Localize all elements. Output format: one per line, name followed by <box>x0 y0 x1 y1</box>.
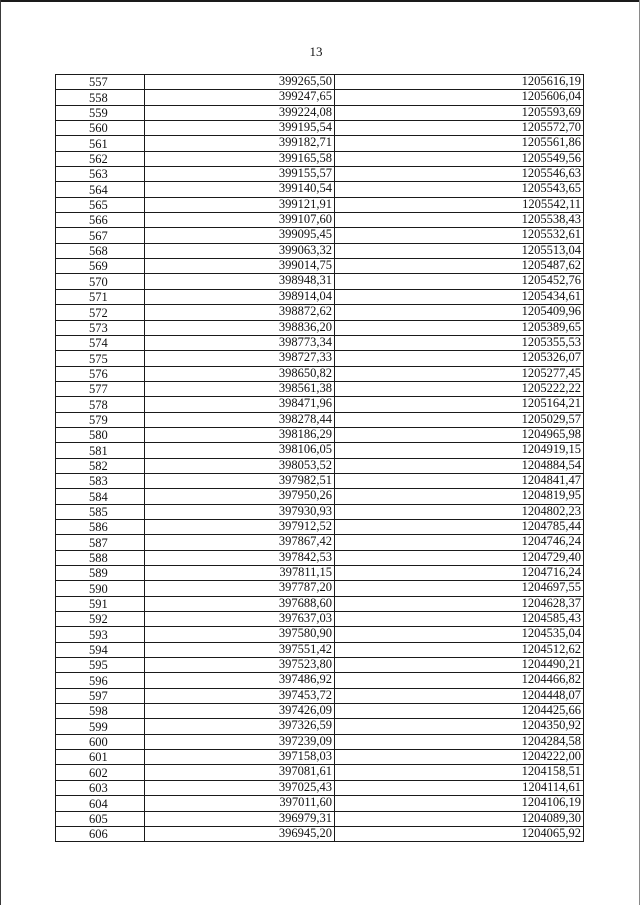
table-row <box>56 811 584 826</box>
table-row <box>56 688 584 703</box>
x-coordinate-cell: 397787,20 <box>145 581 335 596</box>
x-coordinate-cell: 399165,58 <box>145 151 335 166</box>
y-coordinate-cell: 1205452,76 <box>335 274 584 289</box>
y-coordinate-cell: 1204746,24 <box>335 535 584 550</box>
scan-edge-left <box>0 0 1 905</box>
table-row <box>56 750 584 765</box>
point-number-cell: 574 <box>56 335 145 350</box>
table-row <box>56 151 584 166</box>
table-row <box>56 458 584 473</box>
table-row <box>56 596 584 611</box>
point-number-cell: 582 <box>56 458 145 473</box>
y-coordinate-cell: 1205538,43 <box>335 213 584 228</box>
point-number-cell: 599 <box>56 719 145 734</box>
table-row <box>56 443 584 458</box>
table-row <box>56 673 584 688</box>
table-row <box>56 289 584 304</box>
table-row <box>56 75 584 90</box>
x-coordinate-cell: 397326,59 <box>145 719 335 734</box>
point-number-cell: 597 <box>56 688 145 703</box>
x-coordinate-cell: 397158,03 <box>145 750 335 765</box>
scan-edge-top <box>0 0 640 2</box>
x-coordinate-cell: 397580,90 <box>145 627 335 642</box>
point-number-cell: 565 <box>56 197 145 212</box>
point-number-cell: 561 <box>56 136 145 151</box>
x-coordinate-cell: 398561,38 <box>145 381 335 396</box>
table-row <box>56 734 584 749</box>
x-coordinate-cell: 398773,34 <box>145 335 335 350</box>
y-coordinate-cell: 1204716,24 <box>335 566 584 581</box>
point-number-cell: 593 <box>56 627 145 642</box>
point-number-cell: 605 <box>56 811 145 826</box>
x-coordinate-cell: 396979,31 <box>145 811 335 826</box>
x-coordinate-cell: 397011,60 <box>145 796 335 811</box>
x-coordinate-cell: 397912,52 <box>145 519 335 534</box>
table-row <box>56 397 584 412</box>
y-coordinate-cell: 1205326,07 <box>335 351 584 366</box>
table-row <box>56 105 584 120</box>
point-number-cell: 576 <box>56 366 145 381</box>
y-coordinate-cell: 1204512,62 <box>335 642 584 657</box>
x-coordinate-cell: 397523,80 <box>145 658 335 673</box>
table-row <box>56 305 584 320</box>
y-coordinate-cell: 1204919,15 <box>335 443 584 458</box>
table-row <box>56 796 584 811</box>
x-coordinate-cell: 398278,44 <box>145 412 335 427</box>
point-number-cell: 567 <box>56 228 145 243</box>
table-row <box>56 550 584 565</box>
x-coordinate-cell: 399195,54 <box>145 121 335 136</box>
y-coordinate-cell: 1205542,11 <box>335 197 584 212</box>
y-coordinate-cell: 1204089,30 <box>335 811 584 826</box>
point-number-cell: 592 <box>56 612 145 627</box>
y-coordinate-cell: 1204490,21 <box>335 658 584 673</box>
table-row <box>56 412 584 427</box>
point-number-cell: 581 <box>56 443 145 458</box>
x-coordinate-cell: 398106,05 <box>145 443 335 458</box>
x-coordinate-cell: 397950,26 <box>145 489 335 504</box>
x-coordinate-cell: 398471,96 <box>145 397 335 412</box>
y-coordinate-cell: 1204158,51 <box>335 765 584 780</box>
x-coordinate-cell: 397551,42 <box>145 642 335 657</box>
y-coordinate-cell: 1204785,44 <box>335 519 584 534</box>
point-number-cell: 572 <box>56 305 145 320</box>
y-coordinate-cell: 1205532,61 <box>335 228 584 243</box>
x-coordinate-cell: 398727,33 <box>145 351 335 366</box>
point-number-cell: 585 <box>56 504 145 519</box>
y-coordinate-cell: 1205549,56 <box>335 151 584 166</box>
table-row <box>56 259 584 274</box>
x-coordinate-cell: 399155,57 <box>145 167 335 182</box>
y-coordinate-cell: 1204884,54 <box>335 458 584 473</box>
point-number-cell: 600 <box>56 734 145 749</box>
x-coordinate-cell: 399140,54 <box>145 182 335 197</box>
x-coordinate-cell: 398650,82 <box>145 366 335 381</box>
table-row <box>56 519 584 534</box>
x-coordinate-cell: 398836,20 <box>145 320 335 335</box>
y-coordinate-cell: 1205616,19 <box>335 75 584 90</box>
point-number-cell: 603 <box>56 780 145 795</box>
point-number-cell: 601 <box>56 750 145 765</box>
y-coordinate-cell: 1204729,40 <box>335 550 584 565</box>
table-row <box>56 826 584 841</box>
x-coordinate-cell: 397426,09 <box>145 704 335 719</box>
table-row <box>56 213 584 228</box>
point-number-cell: 562 <box>56 151 145 166</box>
point-number-cell: 569 <box>56 259 145 274</box>
point-number-cell: 575 <box>56 351 145 366</box>
x-coordinate-cell: 397239,09 <box>145 734 335 749</box>
point-number-cell: 560 <box>56 121 145 136</box>
table-row <box>56 335 584 350</box>
x-coordinate-cell: 398948,31 <box>145 274 335 289</box>
point-number-cell: 568 <box>56 243 145 258</box>
point-number-cell: 558 <box>56 90 145 105</box>
table-row <box>56 765 584 780</box>
x-coordinate-cell: 396945,20 <box>145 826 335 841</box>
table-row <box>56 197 584 212</box>
x-coordinate-cell: 399247,65 <box>145 90 335 105</box>
table-row <box>56 719 584 734</box>
x-coordinate-cell: 399121,91 <box>145 197 335 212</box>
table-row <box>56 167 584 182</box>
table-row <box>56 627 584 642</box>
y-coordinate-cell: 1205164,21 <box>335 397 584 412</box>
table-row <box>56 243 584 258</box>
y-coordinate-cell: 1204535,04 <box>335 627 584 642</box>
x-coordinate-cell: 398053,52 <box>145 458 335 473</box>
table-row <box>56 612 584 627</box>
table-row <box>56 228 584 243</box>
x-coordinate-cell: 399265,50 <box>145 75 335 90</box>
point-number-cell: 571 <box>56 289 145 304</box>
x-coordinate-cell: 397811,15 <box>145 566 335 581</box>
point-number-cell: 579 <box>56 412 145 427</box>
point-number-cell: 604 <box>56 796 145 811</box>
y-coordinate-cell: 1204466,82 <box>335 673 584 688</box>
x-coordinate-cell: 397982,51 <box>145 473 335 488</box>
table-row <box>56 473 584 488</box>
page-number: 13 <box>309 44 323 59</box>
point-number-cell: 588 <box>56 550 145 565</box>
y-coordinate-cell: 1205593,69 <box>335 105 584 120</box>
x-coordinate-cell: 399095,45 <box>145 228 335 243</box>
table-row <box>56 489 584 504</box>
point-number-cell: 580 <box>56 427 145 442</box>
table-row <box>56 535 584 550</box>
point-number-cell: 584 <box>56 489 145 504</box>
y-coordinate-cell: 1204819,95 <box>335 489 584 504</box>
point-number-cell: 602 <box>56 765 145 780</box>
point-number-cell: 589 <box>56 566 145 581</box>
table-row <box>56 504 584 519</box>
point-number-cell: 594 <box>56 642 145 657</box>
y-coordinate-cell: 1205409,96 <box>335 305 584 320</box>
point-number-cell: 566 <box>56 213 145 228</box>
point-number-cell: 586 <box>56 519 145 534</box>
x-coordinate-cell: 399182,71 <box>145 136 335 151</box>
y-coordinate-cell: 1205572,70 <box>335 121 584 136</box>
y-coordinate-cell: 1204448,07 <box>335 688 584 703</box>
table-row <box>56 658 584 673</box>
table-row <box>56 320 584 335</box>
y-coordinate-cell: 1204065,92 <box>335 826 584 841</box>
point-number-cell: 563 <box>56 167 145 182</box>
point-number-cell: 587 <box>56 535 145 550</box>
point-number-cell: 570 <box>56 274 145 289</box>
point-number-cell: 577 <box>56 381 145 396</box>
y-coordinate-cell: 1205355,53 <box>335 335 584 350</box>
point-number-cell: 596 <box>56 673 145 688</box>
x-coordinate-cell: 398914,04 <box>145 289 335 304</box>
x-coordinate-cell: 398872,62 <box>145 305 335 320</box>
point-number-cell: 578 <box>56 397 145 412</box>
point-number-cell: 583 <box>56 473 145 488</box>
x-coordinate-cell: 399014,75 <box>145 259 335 274</box>
table-row <box>56 274 584 289</box>
point-number-cell: 557 <box>56 75 145 90</box>
x-coordinate-cell: 399063,32 <box>145 243 335 258</box>
point-number-cell: 559 <box>56 105 145 120</box>
y-coordinate-cell: 1205277,45 <box>335 366 584 381</box>
y-coordinate-cell: 1204802,23 <box>335 504 584 519</box>
x-coordinate-cell: 397930,93 <box>145 504 335 519</box>
x-coordinate-cell: 397867,42 <box>145 535 335 550</box>
y-coordinate-cell: 1205389,65 <box>335 320 584 335</box>
table-row <box>56 381 584 396</box>
y-coordinate-cell: 1204628,37 <box>335 596 584 611</box>
table-row <box>56 90 584 105</box>
x-coordinate-cell: 397637,03 <box>145 612 335 627</box>
x-coordinate-cell: 397453,72 <box>145 688 335 703</box>
table-row <box>56 642 584 657</box>
y-coordinate-cell: 1205513,04 <box>335 243 584 258</box>
coordinates-table <box>55 74 584 842</box>
x-coordinate-cell: 397486,92 <box>145 673 335 688</box>
point-number-cell: 590 <box>56 581 145 596</box>
y-coordinate-cell: 1205487,62 <box>335 259 584 274</box>
x-coordinate-cell: 397081,61 <box>145 765 335 780</box>
x-coordinate-cell: 398186,29 <box>145 427 335 442</box>
x-coordinate-cell: 397842,53 <box>145 550 335 565</box>
y-coordinate-cell: 1204284,58 <box>335 734 584 749</box>
y-coordinate-cell: 1205434,61 <box>335 289 584 304</box>
table-row <box>56 366 584 381</box>
coordinates-table-body <box>56 75 584 842</box>
y-coordinate-cell: 1205222,22 <box>335 381 584 396</box>
table-row <box>56 136 584 151</box>
x-coordinate-cell: 397688,60 <box>145 596 335 611</box>
y-coordinate-cell: 1204585,43 <box>335 612 584 627</box>
y-coordinate-cell: 1205543,65 <box>335 182 584 197</box>
x-coordinate-cell: 399107,60 <box>145 213 335 228</box>
y-coordinate-cell: 1204114,61 <box>335 780 584 795</box>
y-coordinate-cell: 1204425,66 <box>335 704 584 719</box>
table-row <box>56 351 584 366</box>
y-coordinate-cell: 1204965,98 <box>335 427 584 442</box>
y-coordinate-cell: 1204222,00 <box>335 750 584 765</box>
table-row <box>56 427 584 442</box>
y-coordinate-cell: 1205546,63 <box>335 167 584 182</box>
table-row <box>56 780 584 795</box>
point-number-cell: 598 <box>56 704 145 719</box>
point-number-cell: 606 <box>56 826 145 841</box>
y-coordinate-cell: 1205561,86 <box>335 136 584 151</box>
point-number-cell: 591 <box>56 596 145 611</box>
y-coordinate-cell: 1204106,19 <box>335 796 584 811</box>
table-row <box>56 581 584 596</box>
y-coordinate-cell: 1204350,92 <box>335 719 584 734</box>
table-row <box>56 566 584 581</box>
table-row <box>56 121 584 136</box>
point-number-cell: 564 <box>56 182 145 197</box>
x-coordinate-cell: 399224,08 <box>145 105 335 120</box>
y-coordinate-cell: 1205029,57 <box>335 412 584 427</box>
table-row <box>56 704 584 719</box>
y-coordinate-cell: 1204697,55 <box>335 581 584 596</box>
point-number-cell: 595 <box>56 658 145 673</box>
y-coordinate-cell: 1205606,04 <box>335 90 584 105</box>
point-number-cell: 573 <box>56 320 145 335</box>
x-coordinate-cell: 397025,43 <box>145 780 335 795</box>
table-row <box>56 182 584 197</box>
y-coordinate-cell: 1204841,47 <box>335 473 584 488</box>
